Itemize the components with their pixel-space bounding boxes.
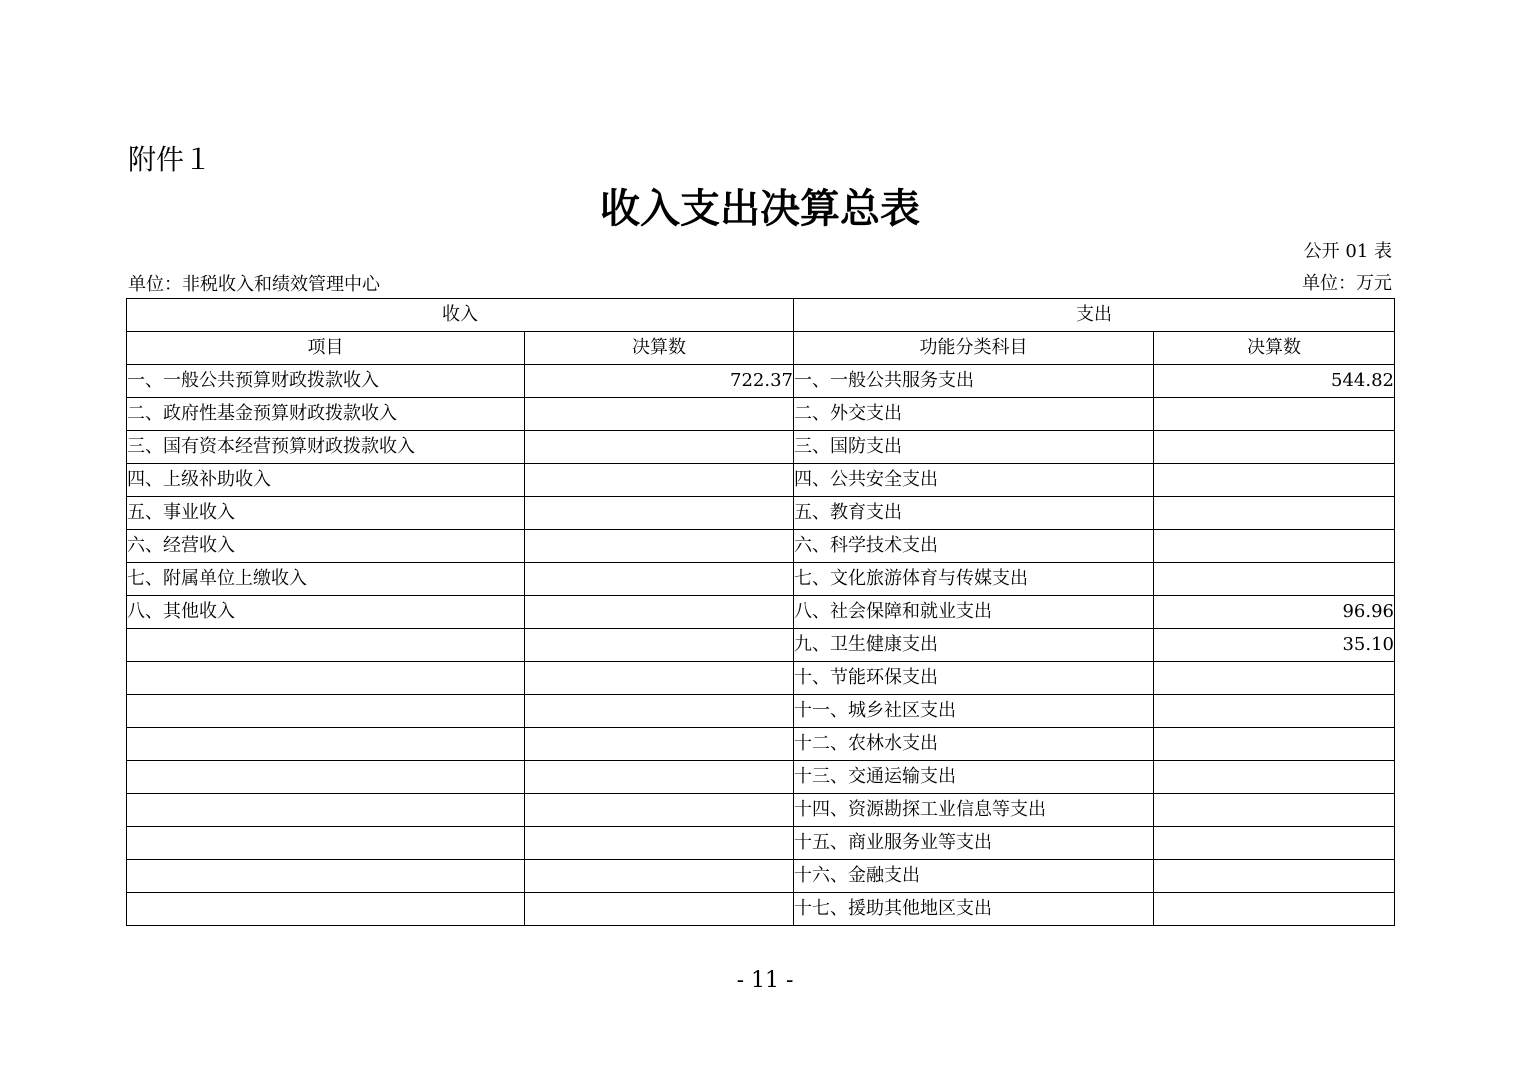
income-item (127, 761, 525, 794)
expense-item: 七、文化旅游体育与传媒支出 (794, 563, 1154, 596)
column-header-income-amount: 决算数 (525, 332, 794, 365)
expense-amount (1154, 728, 1395, 761)
income-amount (525, 728, 794, 761)
income-item (127, 629, 525, 662)
table-group-header-row (127, 299, 1395, 332)
expense-amount (1154, 431, 1395, 464)
expense-amount (1154, 563, 1395, 596)
table-row (127, 497, 1395, 530)
column-header-expense-amount: 决算数 (1154, 332, 1395, 365)
income-amount (525, 662, 794, 695)
income-amount: 722.37 (525, 365, 794, 398)
income-amount (525, 629, 794, 662)
table-row (127, 563, 1395, 596)
expense-amount (1154, 530, 1395, 563)
table-row (127, 860, 1395, 893)
table-row (127, 728, 1395, 761)
table-row (127, 530, 1395, 563)
column-header-income-item: 项目 (127, 332, 525, 365)
expense-amount (1154, 497, 1395, 530)
table-column-header-row (127, 332, 1395, 365)
table-row (127, 893, 1395, 926)
income-amount (525, 398, 794, 431)
income-amount (525, 860, 794, 893)
table-row (127, 761, 1395, 794)
income-amount (525, 563, 794, 596)
income-item (127, 860, 525, 893)
expense-item: 十、节能环保支出 (794, 662, 1154, 695)
unit-organization: 单位：非税收入和绩效管理中心 (128, 274, 380, 295)
expense-amount: 96.96 (1154, 596, 1395, 629)
expense-amount: 35.10 (1154, 629, 1395, 662)
expense-item: 九、卫生健康支出 (794, 629, 1154, 662)
unit-currency: 单位：万元 (1302, 273, 1392, 294)
table-row (127, 398, 1395, 431)
income-amount (525, 431, 794, 464)
income-item: 四、上级补助收入 (127, 464, 525, 497)
page-number: - 11 - (736, 968, 794, 993)
table-row (127, 794, 1395, 827)
income-item (127, 728, 525, 761)
expense-item: 五、教育支出 (794, 497, 1154, 530)
table-code: 公开 01 表 (1303, 241, 1392, 262)
income-amount (525, 893, 794, 926)
expense-item: 十五、商业服务业等支出 (794, 827, 1154, 860)
expense-item: 十二、农林水支出 (794, 728, 1154, 761)
income-item: 三、国有资本经营预算财政拨款收入 (127, 431, 525, 464)
income-item (127, 695, 525, 728)
income-item: 一、一般公共预算财政拨款收入 (127, 365, 525, 398)
expense-amount (1154, 662, 1395, 695)
income-amount (525, 596, 794, 629)
expense-amount (1154, 695, 1395, 728)
expense-item: 三、国防支出 (794, 431, 1154, 464)
table-row (127, 827, 1395, 860)
expense-item: 二、外交支出 (794, 398, 1154, 431)
expense-amount (1154, 794, 1395, 827)
expense-amount (1154, 860, 1395, 893)
expense-item: 十三、交通运输支出 (794, 761, 1154, 794)
income-item: 二、政府性基金预算财政拨款收入 (127, 398, 525, 431)
column-header-expense-item: 功能分类科目 (794, 332, 1154, 365)
income-item: 六、经营收入 (127, 530, 525, 563)
table-row (127, 431, 1395, 464)
expense-item: 六、科学技术支出 (794, 530, 1154, 563)
table-row (127, 695, 1395, 728)
attachment-label: 附件１ (128, 143, 213, 176)
expense-item: 一、一般公共服务支出 (794, 365, 1154, 398)
income-amount (525, 761, 794, 794)
table-row (127, 365, 1395, 398)
budget-table (126, 298, 1395, 926)
income-item: 五、事业收入 (127, 497, 525, 530)
income-item: 七、附属单位上缴收入 (127, 563, 525, 596)
expense-header: 支出 (794, 299, 1395, 332)
expense-amount (1154, 893, 1395, 926)
expense-item: 四、公共安全支出 (794, 464, 1154, 497)
expense-item: 十四、资源勘探工业信息等支出 (794, 794, 1154, 827)
income-item (127, 794, 525, 827)
expense-amount (1154, 761, 1395, 794)
income-item: 八、其他收入 (127, 596, 525, 629)
income-item (127, 893, 525, 926)
table-row (127, 464, 1395, 497)
income-header: 收入 (127, 299, 794, 332)
table-row (127, 662, 1395, 695)
income-amount (525, 794, 794, 827)
expense-amount: 544.82 (1154, 365, 1395, 398)
expense-amount (1154, 827, 1395, 860)
expense-item: 十七、援助其他地区支出 (794, 893, 1154, 926)
income-amount (525, 530, 794, 563)
income-amount (525, 497, 794, 530)
table-row (127, 596, 1395, 629)
expense-amount (1154, 464, 1395, 497)
document-title: 收入支出决算总表 (600, 186, 920, 232)
income-item (127, 662, 525, 695)
expense-item: 八、社会保障和就业支出 (794, 596, 1154, 629)
expense-amount (1154, 398, 1395, 431)
expense-item: 十六、金融支出 (794, 860, 1154, 893)
income-amount (525, 464, 794, 497)
table-row (127, 629, 1395, 662)
income-amount (525, 827, 794, 860)
income-item (127, 827, 525, 860)
income-amount (525, 695, 794, 728)
expense-item: 十一、城乡社区支出 (794, 695, 1154, 728)
